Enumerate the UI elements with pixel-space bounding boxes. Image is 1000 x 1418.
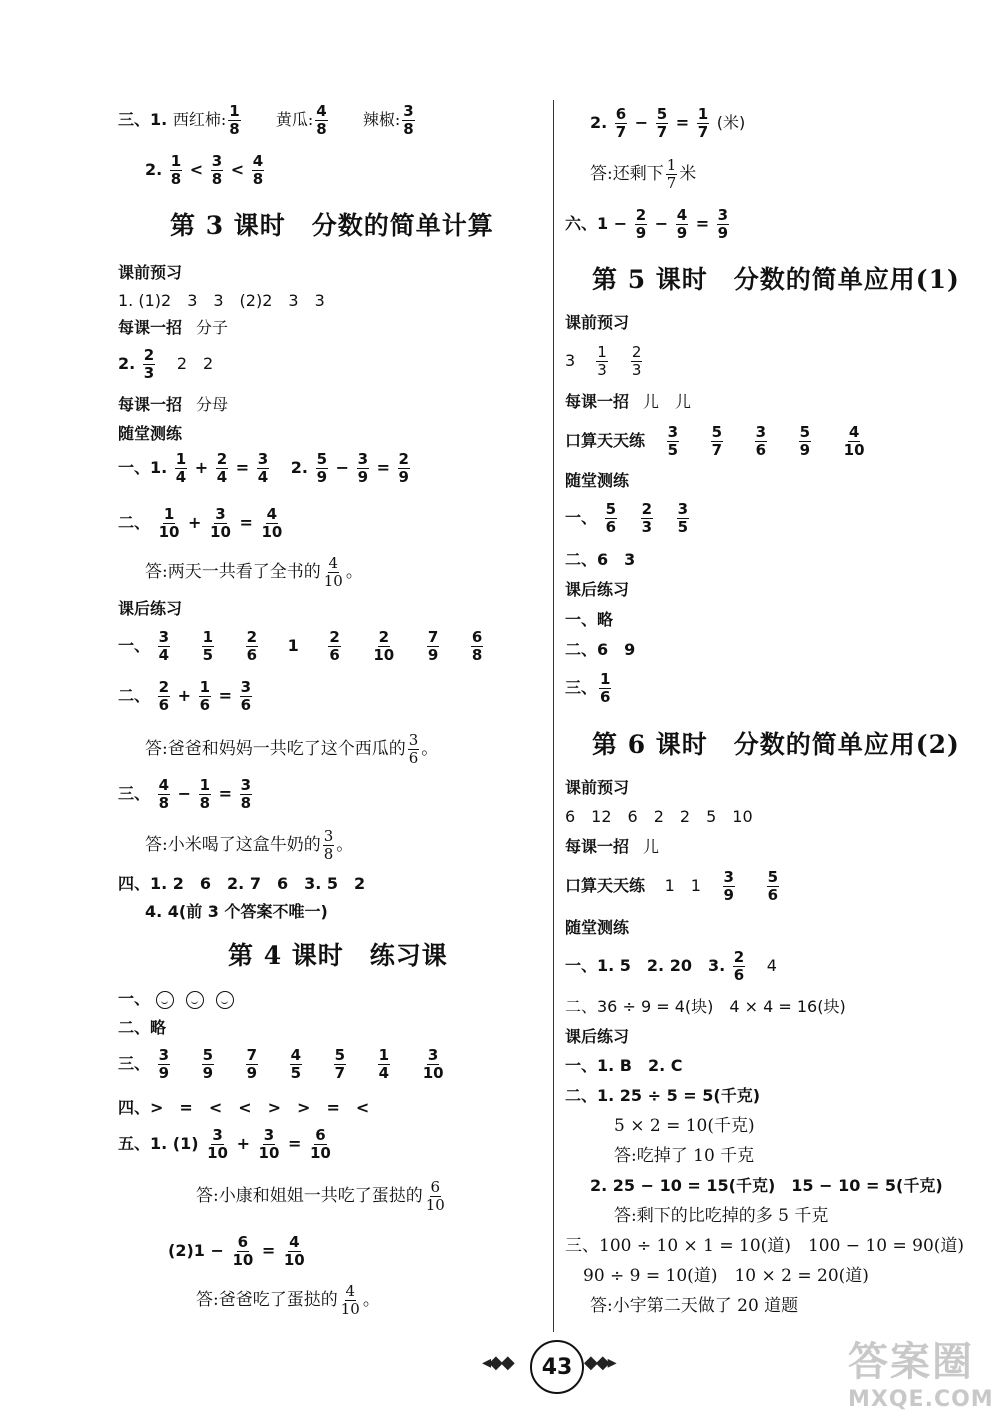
fraction (667, 425, 679, 458)
practice-q3: 三、 $\frac{3}{9}$ $\frac{5}{9}$ $\frac{7}{9}$ $\frac{4}{5}$ $\frac{5}{7}$ $\frac{1}{4}$ $\frac{3}{10}$ (118, 1046, 444, 1082)
denominator: 6 (199, 696, 211, 714)
numerator: 3 (323, 827, 334, 845)
preview-q1: 1. (1)2 3 3 (2)2 3 3 (118, 291, 325, 310)
practice-q5-2-answer: 答:爸爸吃了蛋挞的 $\frac{4}{10}$ 。 (196, 1282, 380, 1318)
denominator: 8 (471, 646, 483, 664)
numerator: 5 (334, 1046, 346, 1064)
l5-preview-line: 3 $\frac{1}{3}$ $\frac{2}{3}$ (565, 343, 642, 379)
fraction (733, 950, 745, 983)
denominator: 3 (597, 361, 607, 379)
fraction (398, 452, 410, 485)
denominator: 9 (717, 224, 729, 242)
numerator: 3 (427, 1046, 439, 1064)
denominator: 7 (697, 123, 709, 141)
inclass-heading: 随堂测练 (118, 424, 183, 443)
left-s3-line2: 2. $\frac{1}{8}$ < $\frac{3}{8}$ < $\frac{4}{8}$ (145, 152, 264, 188)
tip-line-1: 每课一招 分子 (118, 318, 229, 337)
fraction (315, 104, 327, 137)
l5-after-heading: 课后练习 (565, 580, 630, 599)
practice-q5-1-answer: 答:小康和姐姐一共吃了蛋挞的 $\frac{6}{10}$ (196, 1178, 445, 1214)
l6-after-q2-line2: 5 × 2 = 10(千克) (614, 1116, 755, 1136)
denominator: 6 (329, 646, 340, 664)
numerator: 4 (345, 1282, 356, 1300)
fraction (158, 1048, 170, 1081)
numerator: 5 (202, 1046, 214, 1064)
numerator: 3 (240, 678, 251, 696)
denominator: 5 (667, 441, 679, 459)
denominator: 7 (615, 123, 627, 141)
fraction (158, 507, 181, 540)
numerator: 3 (755, 423, 767, 441)
fraction (631, 345, 643, 378)
numerator: 5 (605, 500, 617, 518)
denominator: 6 (767, 886, 778, 904)
fraction (316, 452, 328, 485)
fraction (340, 1284, 361, 1317)
denominator: 4 (158, 646, 170, 664)
denominator: 6 (733, 966, 745, 984)
fraction (206, 1128, 229, 1161)
numerator: 4 (252, 152, 264, 170)
fraction (755, 425, 767, 458)
denominator: 9 (246, 1064, 258, 1082)
denominator: 4 (175, 468, 187, 486)
fraction (199, 778, 211, 811)
l6-after-heading: 课后练习 (565, 1027, 630, 1046)
l5-inclass-q2: 二、6 3 (565, 550, 636, 569)
denominator: 6 (408, 749, 419, 767)
right-ornament: ◆◆▸ (584, 1352, 615, 1373)
fraction (843, 425, 866, 458)
numerator: 1 (199, 678, 211, 696)
l5-after-q1: 一、略 (565, 610, 614, 629)
fraction (240, 680, 252, 713)
numerator: 2 (246, 628, 258, 646)
numerator: 1 (229, 102, 240, 120)
denominator: 3 (641, 518, 653, 536)
numerator: 4 (289, 1233, 300, 1251)
l5-tip-line: 每课一招 儿 儿 (565, 392, 692, 411)
fraction (402, 104, 414, 137)
numerator: 3 (357, 450, 368, 468)
fraction (143, 348, 155, 381)
denominator: 8 (252, 170, 264, 188)
numerator: 6 (315, 1126, 326, 1144)
inclass-q2-answer: 答:两天一共看了全书的 $\frac{4}{10}$ 。 (145, 554, 363, 590)
fraction (228, 104, 240, 137)
numerator: 1 (666, 156, 677, 174)
fraction (328, 630, 340, 663)
denominator: 9 (799, 441, 811, 459)
numerator: 1 (170, 152, 182, 170)
after-q2-answer: 答:爸爸和妈妈一共吃了这个西瓜的 $\frac{3}{6}$ 。 (145, 731, 439, 767)
denominator: 8 (403, 120, 414, 138)
numerator: 1 (163, 505, 175, 523)
numerator: 1 (199, 776, 211, 794)
denominator: 10 (283, 1251, 305, 1269)
numerator: 2 (216, 450, 228, 468)
fraction (231, 1235, 254, 1268)
numerator: 3 (240, 776, 251, 794)
denominator: 7 (711, 441, 723, 459)
numerator: 4 (290, 1046, 302, 1064)
denominator: 4 (216, 468, 228, 486)
numerator: 3 (215, 505, 226, 523)
denominator: 9 (398, 468, 409, 486)
fraction (656, 107, 668, 140)
numerator: 4 (158, 776, 170, 794)
fraction (357, 452, 369, 485)
inclass-q1: 一、1. $\frac{1}{4}$ + $\frac{2}{4}$ = $\frac{3}{4}$ 2. $\frac{5}{9}$ − $\frac{3}{9}$ = $\frac{2}{9}$ (118, 450, 409, 486)
denominator: 5 (290, 1064, 302, 1082)
denominator: 8 (211, 170, 223, 188)
fraction (158, 680, 170, 713)
numerator: 5 (316, 450, 328, 468)
fraction (427, 630, 439, 663)
preview-q2: 2. $\frac{2}{3}$ 2 2 (118, 346, 214, 382)
fraction (202, 630, 214, 663)
numerator: 4 (328, 554, 339, 572)
denominator: 9 (635, 224, 647, 242)
numerator: 2 (641, 500, 653, 518)
denominator: 8 (316, 120, 327, 138)
denominator: 6 (605, 518, 617, 536)
denominator: 6 (158, 696, 170, 714)
numerator: 5 (711, 423, 723, 441)
numerator: 6 (471, 628, 483, 646)
practice-q5-1: 五、1. (1) $\frac{3}{10}$ + $\frac{3}{10}$ = $\frac{6}{10}$ (118, 1126, 331, 1162)
fraction (202, 1048, 214, 1081)
numerator: 1 (175, 450, 187, 468)
fraction (240, 778, 252, 811)
watermark-url: MXQE.COM (848, 1387, 994, 1412)
numerator: 1 (697, 105, 709, 123)
l6-preview-heading: 课前预习 (565, 778, 630, 797)
numerator: 6 (615, 105, 627, 123)
after-q3: 三、 $\frac{4}{8}$ − $\frac{1}{8}$ = $\frac{3}{8}$ (118, 776, 251, 812)
denominator: 8 (240, 794, 251, 812)
lesson6-title: 第 6 课时 分数的简单应用(2) (592, 730, 960, 759)
fraction (334, 1048, 346, 1081)
fraction (697, 107, 709, 140)
smiley-icon (156, 991, 174, 1009)
fraction (408, 733, 420, 766)
after-heading: 课后练习 (118, 599, 183, 618)
fraction (283, 1235, 306, 1268)
denominator: 5 (677, 518, 689, 536)
denominator: 8 (229, 120, 240, 138)
denominator: 10 (210, 523, 231, 541)
denominator: 9 (723, 886, 734, 904)
numerator: 5 (656, 105, 668, 123)
fraction (309, 1128, 332, 1161)
denominator: 10 (232, 1251, 254, 1269)
left-s3-line1: 三、1. 西红柿: $\frac{1}{8}$ 黄瓜: $\frac{4}{8}$ 辣椒: $\frac{3}{8}$ (118, 102, 414, 138)
fraction (199, 680, 211, 713)
fraction (258, 1128, 281, 1161)
l6-inclass-q1: 一、1. 5 2. 20 3. $\frac{2}{6}$ 4 (565, 948, 777, 984)
denominator: 8 (323, 845, 334, 863)
fraction (175, 452, 187, 485)
numerator: 2 (158, 678, 170, 696)
fraction (252, 154, 264, 187)
numerator: 6 (237, 1233, 249, 1251)
l6-tip-line: 每课一招 儿 (565, 837, 660, 856)
fraction (378, 1048, 390, 1081)
denominator: 3 (631, 361, 642, 379)
fraction (290, 1048, 302, 1081)
numerator: 2 (635, 206, 647, 224)
denominator: 10 (309, 1144, 331, 1162)
fraction (471, 630, 483, 663)
denominator: 9 (357, 468, 368, 486)
numerator: 4 (676, 206, 688, 224)
denominator: 10 (373, 646, 395, 664)
numerator: 2 (733, 948, 745, 966)
page-number: 43 (530, 1340, 584, 1394)
fraction (767, 870, 779, 903)
numerator: 1 (600, 670, 611, 688)
numerator: 3 (723, 868, 734, 886)
l5-inclass-heading: 随堂测练 (565, 471, 630, 490)
lesson3-title: 第 3 课时 分数的简单计算 (170, 211, 494, 240)
denominator: 6 (246, 646, 258, 664)
fraction (615, 107, 627, 140)
denominator: 10 (258, 1144, 280, 1162)
fraction (641, 502, 653, 535)
fraction (599, 672, 611, 705)
numerator: 5 (799, 423, 811, 441)
left-ornament: ◂◆◆ (482, 1352, 513, 1373)
numerator: 2 (378, 628, 390, 646)
l6-after-q2-line1: 二、1. 25 ÷ 5 = 5(千克) (565, 1086, 761, 1105)
denominator: 8 (170, 170, 182, 188)
right-q6: 六、1 − $\frac{2}{9}$ − $\frac{4}{9}$ = $\frac{3}{9}$ (565, 206, 729, 242)
denominator: 5 (202, 646, 214, 664)
numerator: 3 (158, 628, 170, 646)
watermark (848, 1330, 994, 1412)
fraction (372, 630, 395, 663)
denominator: 4 (257, 468, 269, 486)
l6-oral-line: 口算天天练 1 1 $\frac{3}{9}$ $\frac{5}{6}$ (565, 868, 778, 904)
l6-inclass-heading: 随堂测练 (565, 918, 630, 937)
numerator: 7 (246, 1046, 258, 1064)
lesson5-title: 第 5 课时 分数的简单应用(1) (592, 265, 960, 294)
numerator: 3 (263, 1126, 275, 1144)
denominator: 10 (261, 523, 283, 541)
denominator: 9 (676, 224, 688, 242)
fraction (323, 829, 335, 862)
numerator: 1 (202, 628, 214, 646)
watermark-title: 答案圈 (848, 1339, 974, 1385)
denominator: 10 (422, 1064, 444, 1082)
smiley-icon (186, 991, 204, 1009)
inclass-q2: 二、 $\frac{1}{10}$ + $\frac{3}{10}$ = $\frac{4}{10}$ (118, 505, 283, 541)
fraction (257, 452, 269, 485)
fraction (216, 452, 228, 485)
fraction (246, 630, 258, 663)
denominator: 7 (656, 123, 668, 141)
numerator: 3 (677, 500, 689, 518)
fraction (723, 870, 735, 903)
fraction (170, 154, 182, 187)
fraction (209, 507, 232, 540)
practice-q4: 四、> = < < > > = < (118, 1098, 370, 1117)
numerator: 3 (257, 450, 269, 468)
practice-q2: 二、略 (118, 1018, 167, 1037)
after-q3-answer: 答:小米喝了这盒牛奶的 $\frac{3}{8}$ 。 (145, 827, 354, 863)
fraction (158, 630, 170, 663)
numerator: 4 (316, 102, 327, 120)
preview-heading: 课前预习 (118, 263, 183, 282)
l6-preview-line: 6 12 6 2 2 5 10 (565, 807, 753, 826)
denominator: 9 (427, 646, 439, 664)
denominator: 10 (207, 1144, 228, 1162)
l6-after-q2-line4: 2. 25 − 10 = 15(千克) 15 − 10 = 5(千克) (590, 1176, 943, 1195)
after-q1: 一、 $\frac{3}{4}$ $\frac{1}{5}$ $\frac{2}{6}$ 1 $\frac{2}{6}$ $\frac{2}{10}$ $\frac{7}{9}$ $\frac{6}{8}$ (118, 628, 483, 664)
numerator: 5 (767, 868, 778, 886)
right-q2-answer: 答:还剩下 $\frac{1}{7}$ 米 (590, 156, 697, 192)
l5-after-q2: 二、6 9 (565, 640, 636, 659)
l6-after-q3-line2: 90 ÷ 9 = 10(道) 10 × 2 = 20(道) (583, 1266, 869, 1286)
denominator: 3 (143, 364, 155, 382)
numerator: 3 (403, 102, 414, 120)
fraction (676, 208, 688, 241)
denominator: 9 (316, 468, 328, 486)
numerator: 1 (597, 343, 607, 361)
denominator: 6 (755, 441, 767, 459)
numerator: 4 (848, 423, 860, 441)
l6-after-q2-line5: 答:剩下的比吃掉的多 5 千克 (614, 1206, 829, 1226)
denominator: 10 (158, 523, 180, 541)
numerator: 3 (211, 152, 223, 170)
right-q2: 2. $\frac{6}{7}$ − $\frac{5}{7}$ = $\frac{1}{7}$ (米) (590, 105, 746, 141)
l6-after-q3-line1: 三、100 ÷ 10 × 1 = 10(道) 100 − 10 = 90(道) (565, 1236, 965, 1256)
fraction (323, 556, 344, 589)
numerator: 4 (266, 505, 278, 523)
fraction (605, 502, 617, 535)
denominator: 6 (600, 688, 611, 706)
denominator: 4 (378, 1064, 390, 1082)
numerator: 2 (143, 346, 155, 364)
denominator: 7 (666, 174, 677, 192)
fraction (799, 425, 811, 458)
l5-inclass-q1: 一、 $\frac{5}{6}$ $\frac{2}{3}$ $\frac{3}{5}$ (565, 500, 689, 536)
denominator: 9 (158, 1064, 170, 1082)
practice-q5-2: (2)1 − $\frac{6}{10}$ = $\frac{4}{10}$ (168, 1233, 305, 1269)
numerator: 3 (408, 731, 419, 749)
denominator: 8 (199, 794, 211, 812)
fraction (422, 1048, 445, 1081)
practice-q1: 一、 (118, 988, 246, 1010)
denominator: 10 (340, 1300, 360, 1318)
lesson4-title: 第 4 课时 练习课 (228, 941, 448, 970)
fraction (260, 507, 283, 540)
l5-oral-line: 口算天天练 $\frac{3}{5}$ $\frac{5}{7}$ $\frac{3}{6}$ $\frac{5}{9}$ $\frac{4}{10}$ (565, 423, 865, 459)
fraction (211, 154, 223, 187)
numerator: 3 (667, 423, 679, 441)
smiley-icon (216, 991, 234, 1009)
fraction (717, 208, 729, 241)
fraction (711, 425, 723, 458)
numerator: 3 (212, 1126, 223, 1144)
fraction (666, 158, 678, 191)
numerator: 2 (631, 343, 642, 361)
denominator: 9 (202, 1064, 214, 1082)
fraction (246, 1048, 258, 1081)
fraction (596, 345, 608, 378)
denominator: 7 (334, 1064, 346, 1082)
denominator: 10 (843, 441, 865, 459)
l6-after-q1: 一、1. B 2. C (565, 1056, 683, 1075)
tip-line-2: 每课一招 分母 (118, 395, 229, 414)
fraction (677, 502, 689, 535)
after-q4-line1: 四、1. 2 6 2. 7 6 3. 5 2 (118, 874, 366, 893)
l6-inclass-q2: 二、36 ÷ 9 = 4(块) 4 × 4 = 16(块) (565, 997, 846, 1016)
denominator: 6 (240, 696, 251, 714)
denominator: 10 (323, 572, 343, 590)
numerator: 2 (398, 450, 409, 468)
numerator: 3 (717, 206, 729, 224)
l5-preview-heading: 课前预习 (565, 313, 630, 332)
after-q4-line2: 4. 4(前 3 个答案不唯一) (145, 902, 328, 921)
fraction (158, 778, 170, 811)
l6-after-q2-line3: 答:吃掉了 10 千克 (614, 1146, 755, 1166)
l6-after-q3-line3: 答:小宇第二天做了 20 道题 (590, 1296, 799, 1316)
numerator: 7 (427, 628, 439, 646)
column-divider (553, 100, 554, 1332)
numerator: 1 (378, 1046, 390, 1064)
l5-after-q3: 三、 $\frac{1}{6}$ (565, 670, 611, 706)
numerator: 6 (430, 1178, 441, 1196)
fraction (635, 208, 647, 241)
denominator: 8 (158, 794, 170, 812)
numerator: 2 (329, 628, 340, 646)
numerator: 3 (158, 1046, 170, 1064)
fraction (425, 1180, 446, 1213)
denominator: 10 (425, 1196, 445, 1214)
after-q2: 二、 $\frac{2}{6}$ + $\frac{1}{6}$ = $\frac{3}{6}$ (118, 678, 251, 714)
